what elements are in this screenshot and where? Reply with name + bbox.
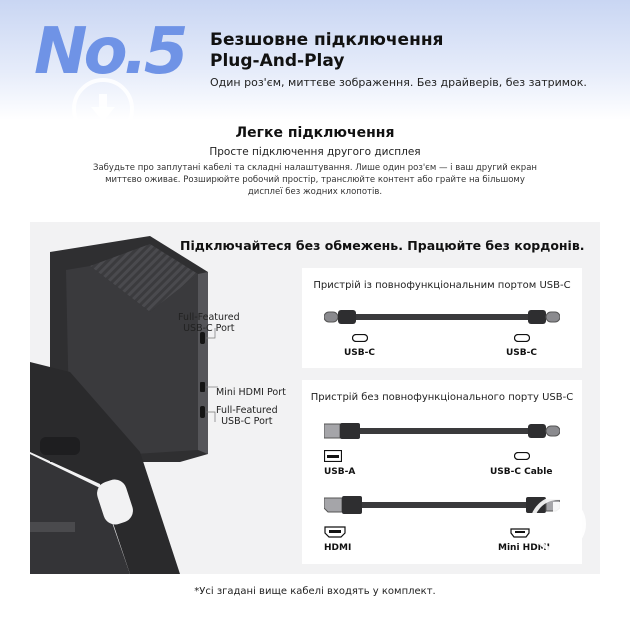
hero-subtitle: Один роз'єм, миттєве зображення. Без драйверів, без затримок. [210, 76, 587, 89]
download-arrow-icon [89, 94, 117, 124]
section-body: Забудьте про заплутані кабелі та складні налаштування. Лише один роз'єм — і ваш другий екран миттєво оживає. Розширюйте робочий простір, транслюйте контент або грайте на більшому дисплеї без жодних клопотів. [93, 163, 537, 197]
port-label-usbc-bottom: Full-Featured USB-C Port [216, 405, 278, 428]
feature-number: No.5 [34, 15, 185, 89]
card-usbc-device [302, 268, 582, 368]
usbc-port-icon-card2 [514, 452, 530, 460]
card2-row1-left-label: USB-A [324, 467, 356, 477]
monitor-illustration [30, 222, 230, 574]
hero-title [210, 30, 443, 73]
card2-row2-right-label: Mini HDMI [498, 543, 550, 553]
hero-title-line1: Безшовне підключення [210, 30, 444, 50]
usbc-port-icon-right [514, 334, 530, 342]
port-label-mini-hdmi: Mini HDMI Port [216, 387, 286, 398]
card2-row2-left-label: HDMI [324, 543, 352, 553]
footnote: *Усі згадані вище кабелі входять у комплект. [194, 586, 436, 597]
card1-right-label: USB-C [506, 348, 537, 358]
usba-to-usbc-cable-icon [324, 416, 560, 446]
panel-title: Підключайтеся без обмежень. Працюйте без кордонів. [180, 238, 585, 253]
card1-title: Пристрій із повнофункціональним портом USB-C [313, 280, 571, 291]
usbc-port-icon-left [352, 334, 368, 342]
hdmi-to-minihdmi-cable-icon [324, 488, 560, 522]
section-title: Легке підключення [235, 125, 395, 141]
hero-title-line2: Plug-And-Play [210, 51, 345, 72]
card2-row1-right-label: USB-C Cable [490, 467, 553, 477]
card1-left-label: USB-C [344, 348, 375, 358]
connection-panel [30, 222, 600, 574]
port-label-usbc-top: Full-Featured USB-C Port [178, 312, 240, 335]
download-watermark-icon-bottom [530, 482, 586, 552]
usbc-to-usbc-cable-icon [324, 302, 560, 332]
hdmi-port-icon [324, 526, 346, 538]
usba-port-icon [324, 450, 342, 462]
mini-hdmi-port-icon [510, 528, 530, 538]
section-subtitle: Просте підключення другого дисплея [209, 146, 421, 158]
card2-title: Пристрій без повнофункціонального порту USB-C [310, 392, 574, 403]
